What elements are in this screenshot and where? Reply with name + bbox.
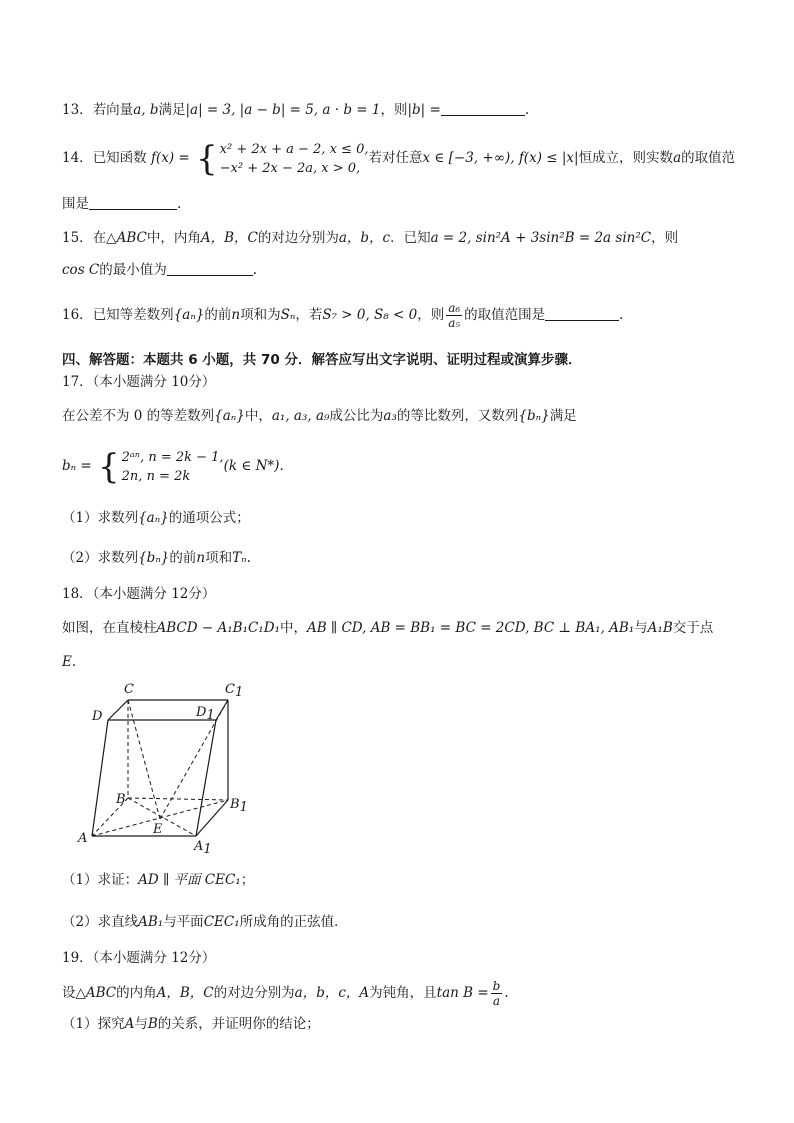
question-17: 在公差不为 0 的等差数列{aₙ}中，a₁, a₃, a₉成公比为a₃的等比数列，又数列{bₙ}满足 bbox=[62, 408, 577, 424]
question-13: 13．若向量a, b满足|a| = 3, |a − b| = 5, a · b = 1，则|b| = . bbox=[62, 102, 530, 118]
question-18: 如图，在直棱柱ABCD − A₁B₁C₁D₁中，AB ∥ CD, AB = BB₁ = BC = 2CD, BC ⊥ BA₁, AB₁与A₁B交于点 bbox=[62, 620, 714, 636]
question-19-part1: （1）探究A与B的关系，并证明你的结论； bbox=[62, 1016, 320, 1032]
section-title: 四、解答题：本题共 6 小题，共 70 分．解答应写出文字说明、证明过程或演算步骤． bbox=[62, 352, 582, 368]
question-17-part2: （2）求数列{bₙ}的前n项和Tₙ. bbox=[62, 550, 251, 566]
label-D: D bbox=[92, 709, 103, 724]
answer-blank[interactable] bbox=[167, 261, 253, 276]
piecewise-sequence: { 2ᵃⁿ, n = 2k − 1, 2n, n = 2k bbox=[98, 446, 224, 487]
question-number: 13． bbox=[62, 102, 93, 118]
question-17-part1: （1）求数列{aₙ}的通项公式； bbox=[62, 510, 250, 526]
label-D1: D1 bbox=[196, 705, 215, 723]
prism-figure bbox=[70, 678, 260, 858]
answer-blank[interactable] bbox=[545, 306, 619, 321]
label-C1: C1 bbox=[225, 682, 244, 700]
question-19: 设△ABC的内角A，B，C的对边分别为a，b，c，A为钝角，且tan B = $\frac{b}{a}$ . bbox=[62, 979, 509, 1008]
question-18-part2: （2）求直线AB₁与平面CEC₁所成角的正弦值． bbox=[62, 914, 348, 930]
question-17-bn: bₙ = { 2ᵃⁿ, n = 2k − 1, 2n, n = 2k (k ∈ N*). bbox=[62, 446, 284, 487]
answer-blank[interactable] bbox=[441, 101, 525, 116]
label-A1: A1 bbox=[194, 839, 212, 857]
piecewise-function: { x² + 2x + a − 2, x ≤ 0, −x² + 2x − 2a, x > 0, bbox=[196, 138, 369, 179]
fraction: $\frac{b}{a}$ bbox=[492, 979, 501, 1008]
question-14: 14．已知函数 f(x) = { x² + 2x + a − 2, x ≤ 0, −x² + 2x − 2a, x > 0, 若对任意x ∈ [−3, +∞), f(x) ≤ |x|恒成立，则实数a的取值范 bbox=[62, 138, 736, 179]
question-19-header: 19．（本小题满分 12分） bbox=[62, 950, 216, 966]
answer-blank[interactable] bbox=[89, 195, 177, 210]
label-B: B bbox=[116, 792, 126, 807]
label-E: E bbox=[153, 822, 163, 837]
question-15: 15．在△ABC中，内角A，B，C的对边分别为a，b，c．已知a = 2, sin²A + 3sin²B = 2a sin²C，则 bbox=[62, 230, 679, 246]
question-15-line2: cos C的最小值为 . bbox=[62, 262, 258, 278]
question-18-line2: E. bbox=[62, 654, 77, 670]
question-16: 16．已知等差数列{aₙ}的前n项和为Sₙ，若S₇ > 0, S₈ < 0，则 $\frac{\text{a₆}}{\text{a₅}}$ 的取值范围是 . bbox=[62, 301, 624, 330]
fraction: $\frac{\text{a₆}}{\text{a₅}}$ bbox=[448, 301, 461, 330]
question-17-header: 17．（本小题满分 10分） bbox=[62, 374, 216, 390]
question-14-line2: 围是 . bbox=[62, 196, 182, 212]
label-B1: B1 bbox=[230, 797, 248, 815]
question-18-part1: （1）求证：AD ∥ 平面 CEC₁； bbox=[62, 872, 255, 888]
question-18-header: 18．（本小题满分 12分） bbox=[62, 586, 216, 602]
label-C: C bbox=[124, 682, 134, 697]
label-A: A bbox=[78, 831, 88, 846]
